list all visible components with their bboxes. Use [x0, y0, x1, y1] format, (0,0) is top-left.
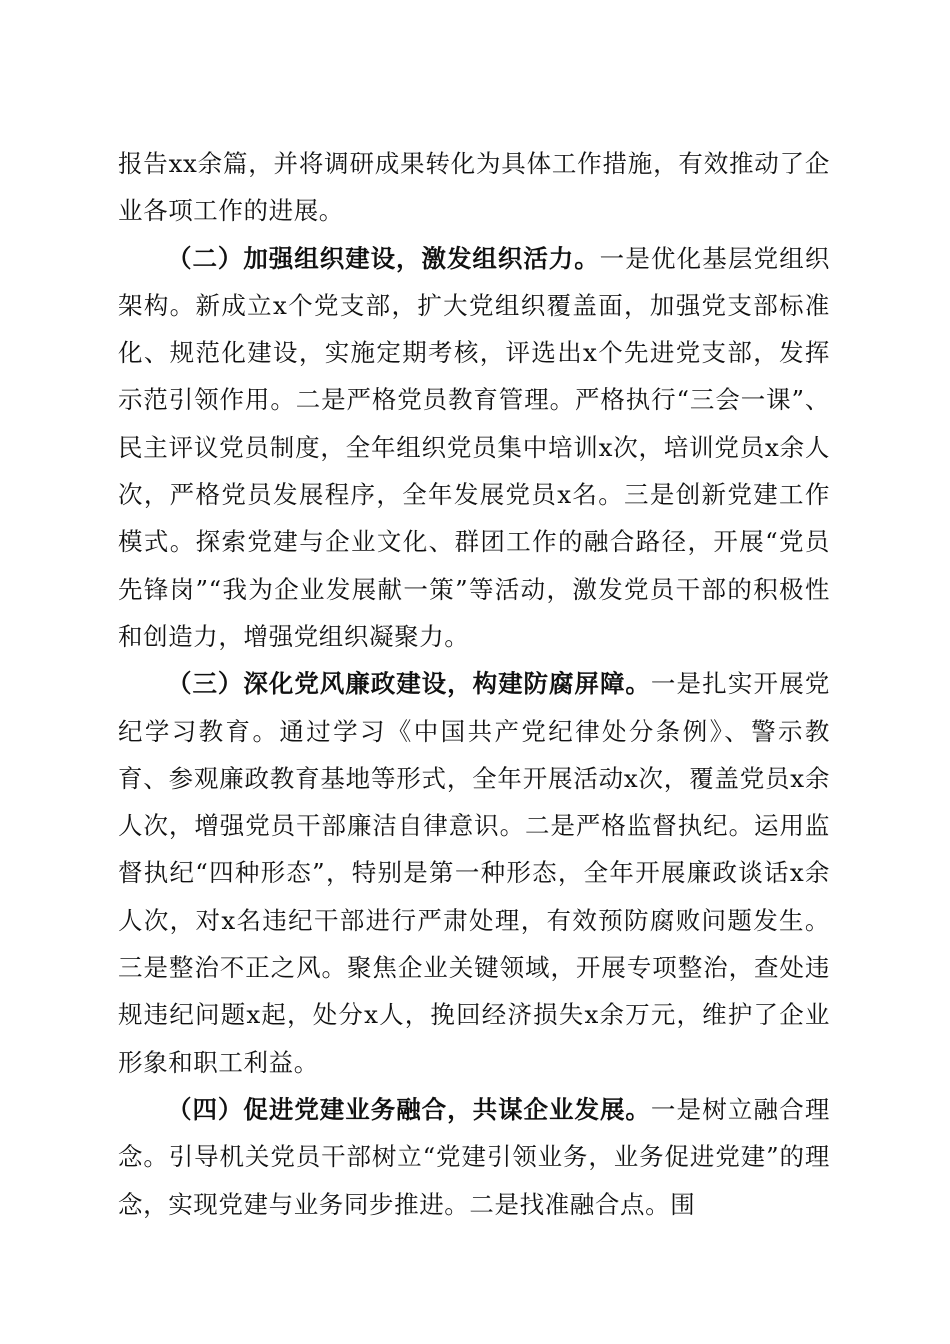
paragraph-continuation: [118, 140, 830, 235]
section-heading-3: （三）深化党风廉政建设，构建防腐屏障。: [167, 669, 651, 699]
section-heading-2: （二）加强组织建设，激发组织活力。: [167, 243, 600, 273]
paragraph-body: 一是树立融合理念。引导机关党员干部树立“党建引领业务，业务促进党建”的理念，实现党建与业务同步推进。二是找准融合点。围: [118, 1094, 830, 1219]
paragraph-integrity-building: [118, 660, 830, 1086]
paragraph-body: 一是扎实开展党纪学习教育。通过学习《中国共产党纪律处分条例》、警示教育、参观廉政教育基地等形式，全年开展活动x次，覆盖党员x余人次，增强党员干部廉洁自律意识。二是严格监督执纪。运用监督执纪“四种形态”，特别是第一种形态，全年开展廉政谈话x余人次，对x名违纪干部进行严肃处理，有效预防腐败问题发生。三是整治不正之风。聚焦企业关键领域，开展专项整治，查处违规违纪问题x起，处分x人，挽回经济损失x余万元，维护了企业形象和职工利益。: [118, 669, 830, 1077]
section-heading-4: （四）促进党建业务融合，共谋企业发展。: [167, 1094, 651, 1124]
paragraph-body: 报告xx余篇，并将调研成果转化为具体工作措施，有效推动了企业各项工作的进展。: [118, 149, 830, 226]
paragraph-organization-building: [118, 235, 830, 661]
paragraph-business-integration: [118, 1086, 830, 1228]
document-body: [118, 140, 830, 1228]
paragraph-body: 一是优化基层党组织架构。新成立x个党支部，扩大党组织覆盖面，加强党支部标准化、规范化建设，实施定期考核，评选出x个先进党支部，发挥示范引领作用。二是严格党员教育管理。严格执行“三会一课”、民主评议党员制度，全年组织党员集中培训x次，培训党员x余人次，严格党员发展程序，全年发展党员x名。三是创新党建工作模式。探索党建与企业文化、群团工作的融合路径，开展“党员先锋岗”“我为企业发展献一策”等活动，激发党员干部的积极性和创造力，增强党组织凝聚力。: [118, 243, 830, 651]
